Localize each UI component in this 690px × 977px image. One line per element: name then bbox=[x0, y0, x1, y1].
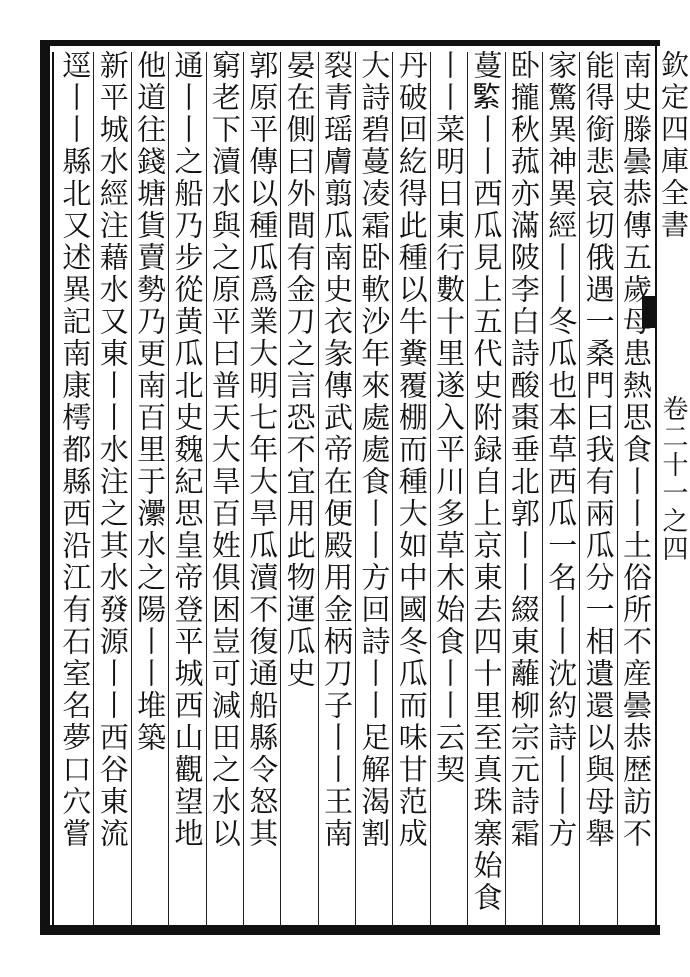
margin-book-title: 欽定四庫全書 bbox=[657, 50, 690, 242]
column-rule bbox=[505, 52, 506, 927]
column-rule bbox=[131, 52, 132, 927]
column-rule bbox=[430, 52, 431, 927]
text-column-2: 能得銜悲哀切俄遇一桑門曰我有兩瓜分一相遺還以與母舉 bbox=[581, 50, 616, 850]
column-rule bbox=[392, 52, 393, 927]
column-rule bbox=[206, 52, 207, 927]
column-rule bbox=[168, 52, 169, 927]
text-column-6: 丨丨菜明日東行數十里遂入平川多草木始食丨丨云契 bbox=[432, 50, 467, 786]
text-column-5: 蔓𦂳丨丨西瓜見上五代史附録自上京東去四十里至真珠寨始食 bbox=[469, 50, 504, 914]
text-column-8: 大詩碧蔓凌霜卧軟沙年來處處食丨丨方回詩丨丨足解渴割 bbox=[357, 50, 392, 850]
text-column-14: 他道往錢塘貨賣勢乃更南百里于㶟水之陽丨丨堆築 bbox=[133, 50, 168, 754]
column-rule bbox=[355, 52, 356, 927]
inner-border-rule bbox=[52, 52, 54, 927]
column-rule bbox=[318, 52, 319, 927]
text-column-7: 丹破回紇得此種以牛糞覆棚而種大如中國冬瓜而味甘范成 bbox=[394, 50, 429, 850]
text-column-4: 卧攏秋菰亦滿陂李白詩酸棗垂北郭丨丨綴東蘺柳宗元詩霜 bbox=[506, 50, 541, 850]
text-column-16: 逕丨丨縣北又述異記南康樗都縣西沿江有石室名夢口穴嘗 bbox=[58, 50, 93, 850]
text-column-15: 新平城水經注藉水又東丨丨水注之其水發源丨丨西谷東流 bbox=[95, 50, 130, 850]
text-column-3: 家驚異神異經丨丨冬瓜也本草西瓜一名丨丨沈約詩丨丨方 bbox=[544, 50, 579, 850]
column-rule bbox=[467, 52, 468, 927]
text-column-12: 窮老下瀆水與之原平曰普天大旱百姓俱困豈可減田之水以 bbox=[207, 50, 242, 850]
margin-volume-label: 卷二十一之四 bbox=[658, 395, 688, 563]
column-rule bbox=[579, 52, 580, 927]
text-column-11: 郭原平傳以種瓜爲業大明七年大旱瓜瀆不復通船縣令怒其 bbox=[245, 50, 280, 850]
text-column-1: 南史滕曇恭傳五歲母患熱思食丨丨土俗所不産曇恭歴訪不 bbox=[619, 50, 653, 850]
text-column-10: 晏在側曰外間有金刀之言恐不宜用此物運瓜史 bbox=[282, 50, 317, 690]
column-rule bbox=[542, 52, 543, 927]
text-column-13: 通丨丨之船乃步從黄瓜北史魏紀思皇帝登平城西山觀望地 bbox=[170, 50, 205, 850]
column-rule bbox=[280, 52, 281, 927]
column-rule bbox=[617, 52, 618, 927]
text-column-9: 裂青瑶膚翦瓜南史衣彖傳武帝在便殿用金柄刀子丨丨王南 bbox=[320, 50, 354, 850]
column-rule bbox=[93, 52, 94, 927]
column-rule bbox=[243, 52, 244, 927]
